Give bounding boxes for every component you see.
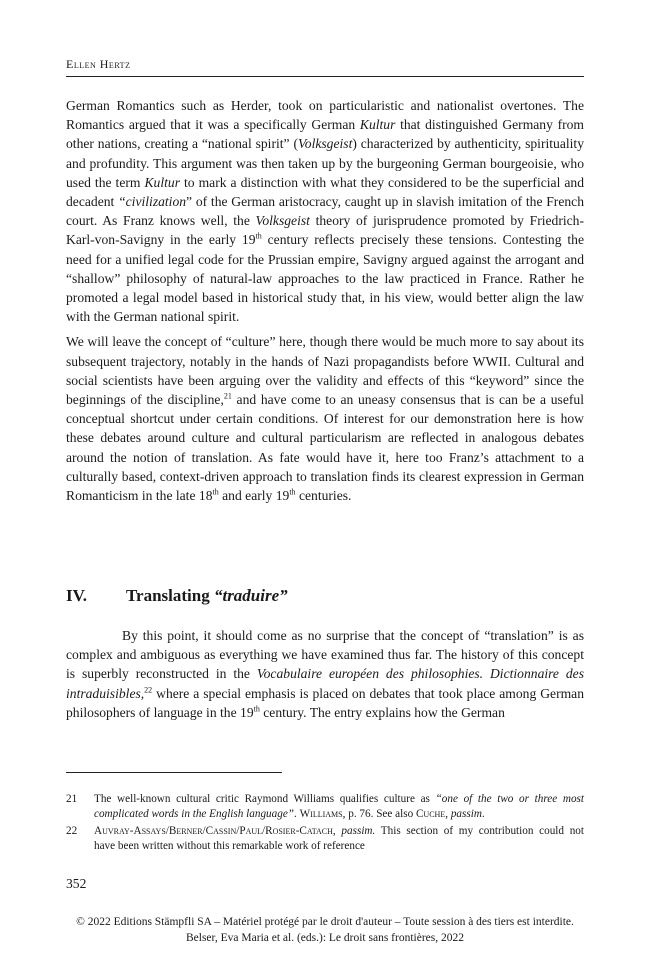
section-title: Translating “traduire”: [125, 586, 288, 605]
section-heading: [66, 586, 584, 606]
paragraph-3: By this point, it should come as no surprise that the concept of “translation” is as complex and ambiguous as everything we have examined thus far. The history of this concept is superbly reconstructed in the Vocabulaire européen des philosophies. Dictionnaire des intraduisibles,$^{22}$ where a special emphasis is placed on debates that took place among German philosophers of language in the 19th century. The entry explains how the German: [66, 628, 584, 720]
footnotes: [66, 792, 584, 856]
header-rule: [66, 76, 584, 77]
footnote: [66, 792, 584, 821]
copyright-notice: [0, 914, 650, 946]
body-text: [66, 96, 584, 511]
copyright-line-1: © 2022 Editions Stämpfli SA – Matériel protégé par le droit d'auteur – Toute session à des tiers est interdite.: [76, 916, 574, 928]
page-number: 352: [66, 876, 87, 891]
footnote-number: 21: [66, 793, 78, 805]
paragraph-1: German Romantics such as Herder, took on particularistic and nationalist overtones. The Romantics argued that it was a specifically German Kultur that distinguished Germany from other nations, creating a “national spirit” (Volksgeist) characterized by authenticity, spirituality and profundity. This argument was then taken up by the burgeoning German bourgeoisie, who used the term Kultur to mark a distinction with what they considered to be the superficial and decadent “civilization” of the German aristocracy, caught up in slavish imitation of the French court. As Franz knows well, the Volksgeist theory of jurisprudence promoted by Friedrich-Karl-von-Savigny in the early 19th century reflects precisely these tensions. Contesting the need for a unified legal code for the Prussian empire, Savigny argued against the arrogant and “shallow” philosophy of natural-law approaches to the law practiced in France. Rather he promoted a legal model based in historical study that, in his view, would better align the law with the German national spirit.: [66, 98, 584, 325]
copyright-line-2: Belser, Eva Maria et al. (eds.): Le droit sans frontières, 2022: [185, 932, 464, 944]
footnote-number: 22: [66, 825, 78, 838]
footnote-text: Auvray-Assays/Berner/Cassin/Paul/Rosier-Catach, passim. This section of my contribution could not have been written without this remarkable work of reference: [94, 825, 584, 852]
section-number: IV.: [66, 586, 87, 605]
footnote-rule: [66, 772, 282, 773]
footnote-text: The well-known cultural critic Raymond Williams qualifies culture as “one of the two or three most complicated words in the English language”. Williams, p. 76. See also Cuche, passim.: [94, 793, 584, 820]
running-head: Ellen Hertz: [66, 57, 131, 71]
footnote: [66, 824, 584, 853]
paragraph-2: We will leave the concept of “culture” here, though there would be much more to say about its subsequent trajectory, notably in the hands of Nazi propagandists before WWII. Cultural and social scientists have been arguing over the validity and effects of this “keyword” since the beginnings of the discipline,$^{21}$ and have come to an uneasy consensus that is can be a useful conceptual shortcut under certain conditions. Of interest for our demonstration here is how these debates around culture and cultural particularism are reflected in analogous debates around the notion of translation. As fate would have it, here too Franz’s attachment to a culturally based, context-driven approach to translation finds its clearest expression in German Romanticism in the late 18th and early 19th centuries.: [66, 334, 584, 504]
